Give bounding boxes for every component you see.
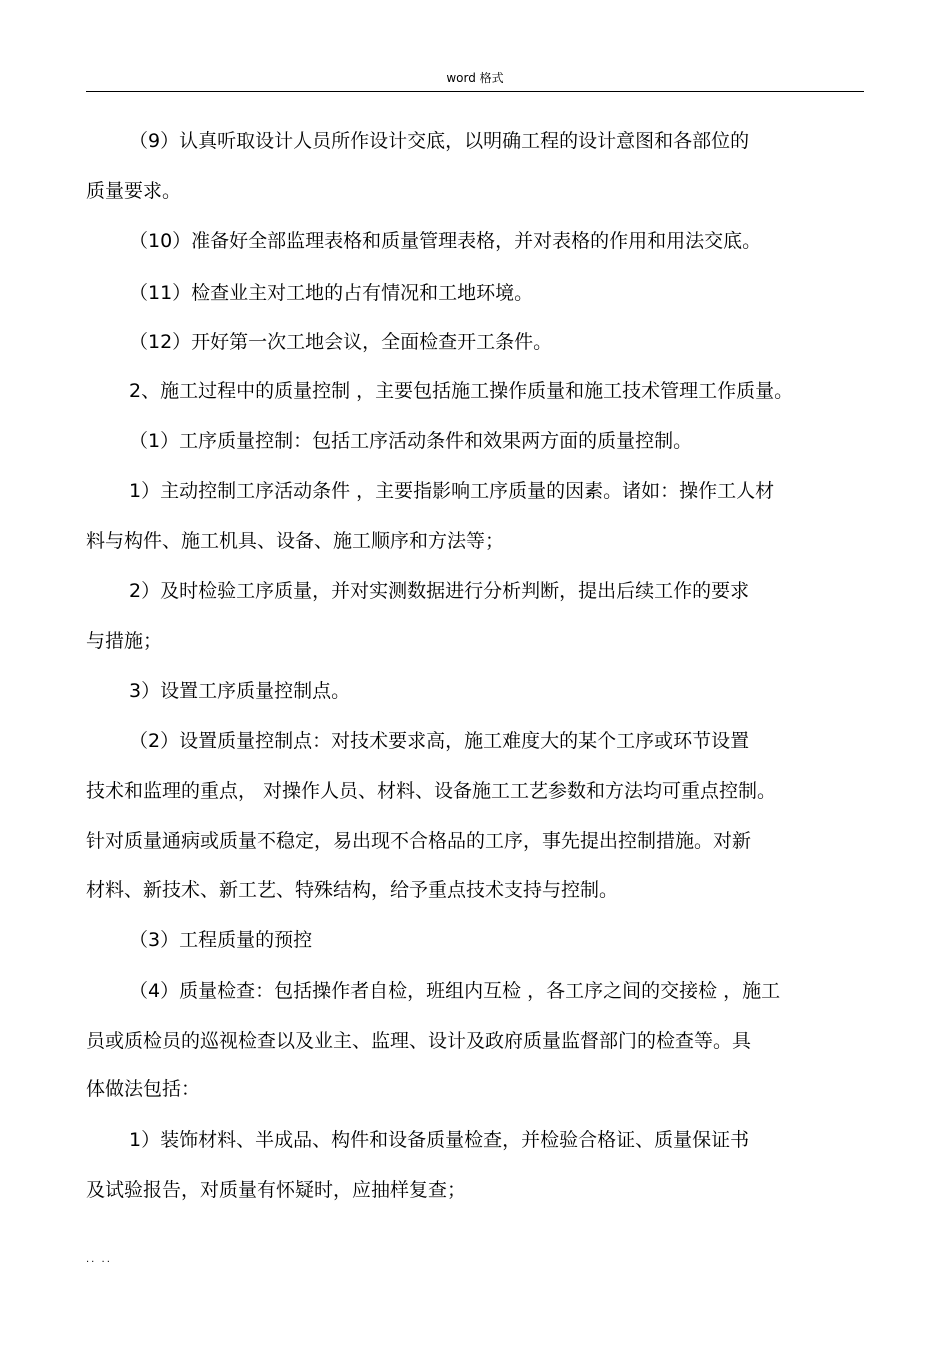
body-line: 员或质检员的巡视检查以及业主、监理、设计及政府质量监督部门的检查等。具 (86, 1030, 752, 1052)
body-line: 及试验报告，对质量有怀疑时，应抽样复查； (86, 1179, 467, 1201)
body-line: 材料、新技术、新工艺、特殊结构，给予重点技术支持与控制。 (86, 879, 619, 901)
body-line: 2）及时检验工序质量，并对实测数据进行分析判断，提出后续工作的要求 (129, 580, 750, 602)
body-line: （9）认真听取设计人员所作设计交底，以明确工程的设计意图和各部位的 (129, 130, 750, 152)
body-line: 料与构件、施工机具、设备、施工顺序和方法等； (86, 530, 505, 552)
body-line: （4）质量检查：包括操作者自检，班组内互检 ，各工序之间的交接检 ，施工 (129, 980, 781, 1002)
body-line: （11）检查业主对工地的占有情况和工地环境。 (129, 282, 534, 304)
body-line: 与措施； (86, 630, 163, 652)
body-line: （12）开好第一次工地会议，全面检查开工条件。 (129, 331, 553, 353)
page-header-title: word 格式 (446, 71, 504, 85)
page-footer-dots: .. .. (86, 1254, 112, 1265)
body-line: 1）装饰材料、半成品、构件和设备质量检查，并检验合格证、质量保证书 (129, 1129, 750, 1151)
body-line: （3）工程质量的预控 (129, 929, 313, 951)
body-line: 体做法包括： (86, 1078, 201, 1100)
body-line: 质量要求。 (86, 180, 182, 202)
body-line: （10）准备好全部监理表格和质量管理表格，并对表格的作用和用法交底。 (129, 230, 762, 252)
body-line: （2）设置质量控制点：对技术要求高，施工难度大的某个工序或环节设置 (129, 730, 750, 752)
body-line: （1）工序质量控制：包括工序活动条件和效果两方面的质量控制。 (129, 430, 693, 452)
body-line: 1）主动控制工序活动条件 ，主要指影响工序质量的因素。诸如：操作工人材 (129, 480, 775, 502)
body-line: 针对质量通病或质量不稳定，易出现不合格品的工序，事先提出控制措施。对新 (86, 830, 752, 852)
body-line: 3）设置工序质量控制点。 (129, 680, 351, 702)
body-line: 技术和监理的重点， 对操作人员、材料、设备施工工艺参数和方法均可重点控制。 (86, 780, 777, 802)
body-line: 2、施工过程中的质量控制 ，主要包括施工操作质量和施工技术管理工作质量。 (129, 380, 794, 402)
header-rule (86, 91, 864, 92)
